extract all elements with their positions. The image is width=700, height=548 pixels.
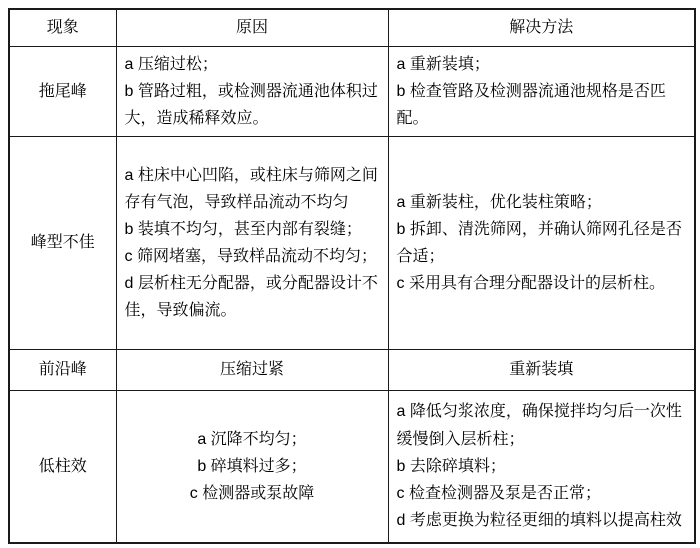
troubleshooting-table [8, 8, 696, 544]
table-row-fronting-peak [9, 350, 695, 391]
header-cell-solution: 解决方法 [388, 9, 695, 46]
phenomenon-cell: 峰型不佳 [9, 137, 116, 350]
solution-line: a 重新装柱，优化装柱策略； [396, 193, 602, 211]
solution-line: a 降低匀浆浓度，确保搅拌均匀后一次性缓慢倒入层析柱； [396, 403, 682, 448]
solution-line: d 考虑更换为粒径更细的填料以提高柱效 [396, 512, 682, 530]
table-row-tailing-peak [9, 46, 695, 137]
cause-line: b 碎填料过多； [197, 457, 307, 475]
solution-line: b 拆卸、清洗筛网，并确认筛网孔径是否合适； [396, 220, 682, 266]
phenomenon-cell: 拖尾峰 [9, 46, 116, 137]
phenomenon-cell: 低柱效 [9, 391, 116, 543]
solution-line: b 检查管路及检测器流通池规格是否匹配。 [396, 82, 666, 127]
solution-line: c 采用具有合理分配器设计的层析柱。 [396, 275, 665, 293]
cause-line: c 筛网堵塞，导致样品流动不均匀； [124, 248, 377, 266]
solution-line: c 检查检测器及泵是否正常； [396, 484, 601, 502]
solution-cell [388, 46, 695, 137]
solution-line: b 去除碎填料； [396, 457, 506, 475]
solution-cell: 重新装填 [388, 350, 695, 391]
phenomenon-cell: 前沿峰 [9, 350, 116, 391]
solution-cell [388, 391, 695, 543]
cause-line: c 检测器或泵故障 [189, 484, 315, 502]
header-cell-phenomenon: 现象 [9, 9, 116, 46]
cause-line: a 沉降不均匀； [197, 430, 307, 448]
cause-cell: 压缩过紧 [116, 350, 388, 391]
cause-cell [116, 46, 388, 137]
cause-line: b 装填不均匀，甚至内部有裂缝； [124, 220, 362, 238]
cause-cell [116, 391, 388, 543]
cause-line: a 柱床中心凹陷，或柱床与筛网之间存有气泡，导致样品流动不均匀 [124, 166, 378, 211]
table-row-low-efficiency [9, 391, 695, 543]
cause-cell [116, 137, 388, 350]
header-cell-cause: 原因 [116, 9, 388, 46]
cause-line: b 管路过粗，或检测器流通池体积过大，造成稀释效应。 [124, 82, 378, 127]
solution-cell [388, 137, 695, 350]
table-row-bad-peak-shape [9, 137, 695, 350]
cause-line: a 压缩过松； [124, 55, 218, 73]
header-row [9, 9, 695, 46]
solution-line: a 重新装填； [396, 55, 490, 73]
cause-line: d 层析柱无分配器，或分配器设计不佳，导致偏流。 [124, 275, 378, 320]
